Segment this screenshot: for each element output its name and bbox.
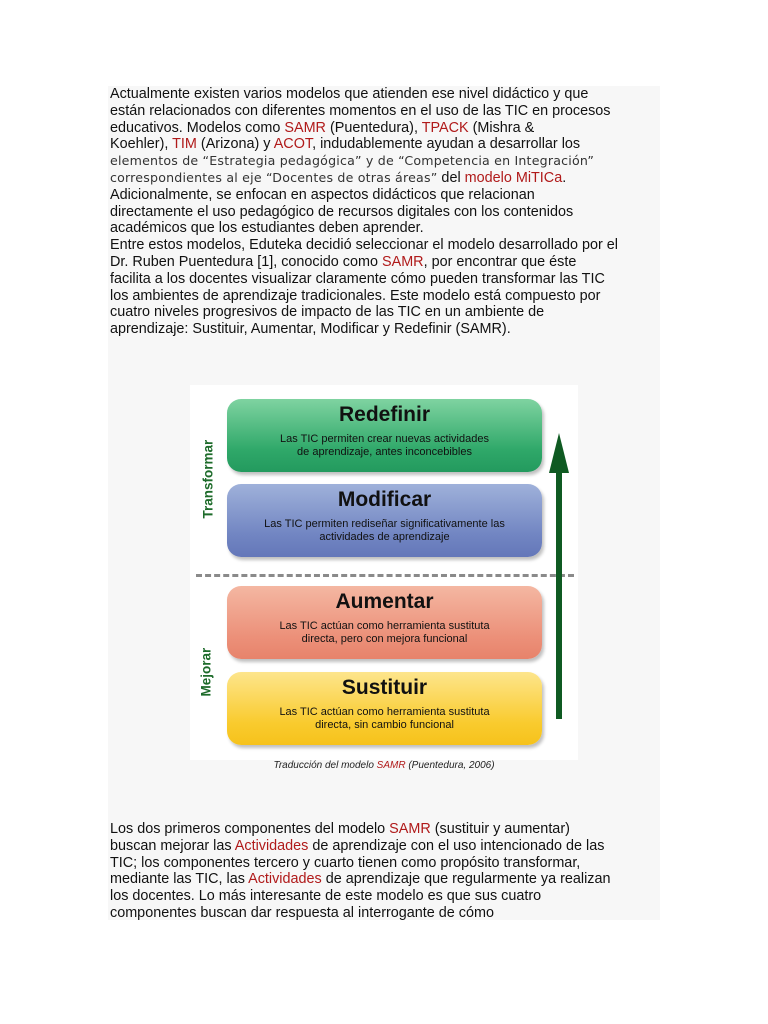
text-line: Entre estos modelos, Eduteka decidió seleccionar el modelo desarrollado por el: [110, 237, 618, 254]
samr-diagram: [190, 385, 578, 760]
samr-link[interactable]: SAMR: [284, 119, 326, 136]
box-description: Las TIC actúan como herramienta sustituta directa, pero con mejora funcional: [279, 620, 490, 645]
outro-paragraph: [110, 821, 662, 922]
dashed-divider: [196, 574, 574, 577]
text-line: académicos que los estudiantes deben aprender.: [110, 220, 424, 237]
actividades-link[interactable]: Actividades: [248, 871, 322, 888]
text-line: correspondientes al eje “Docentes de otras áreas” del modelo MiTICa.: [110, 169, 567, 186]
text-line: Adicionalmente, se enfocan en aspectos didácticos que relacionan: [110, 186, 535, 203]
text-line: buscan mejorar las Actividades de aprendizaje con el uso intencionado de las: [110, 837, 605, 854]
figure-caption: Traducción del modelo SAMR (Puentedura, 2006): [273, 760, 495, 771]
tim-link[interactable]: TIM: [172, 136, 197, 153]
text-line: componentes buscan dar respuesta al interrogante de cómo: [110, 904, 494, 921]
samr-link[interactable]: SAMR: [376, 760, 406, 771]
modificar-box: [227, 484, 542, 557]
up-arrow-icon: [547, 433, 571, 719]
text-line: aprendizaje: Sustituir, Aumentar, Modificar y Redefinir (SAMR).: [110, 321, 511, 338]
acot-link[interactable]: ACOT: [273, 136, 313, 153]
actividades-link[interactable]: Actividades: [234, 837, 309, 854]
text-line: TIC; los componentes tercero y cuarto tienen como propósito transformar,: [110, 854, 581, 871]
box-title: Modificar: [337, 488, 432, 511]
text-line: Actualmente existen varios modelos que atienden ese nivel didáctico y que: [110, 86, 589, 102]
text-line: cuatro niveles progresivos de impacto de las TIC en un ambiente de: [110, 304, 545, 321]
text-line: elementos de “Estrategia pedagógica” y de “Competencia en Integración”: [110, 153, 595, 169]
text-line: los docentes. Lo más interesante de este modelo es que sus cuatro: [110, 888, 542, 905]
box-description: Las TIC permiten rediseñar significativamente las actividades de aprendizaje: [264, 518, 505, 543]
sustituir-box: [227, 672, 542, 745]
text-line: Koehler), TIM (Arizona) y ACOT, indudablemente ayudan a desarrollar los: [110, 136, 581, 153]
text-line: Dr. Ruben Puentedura [1], conocido como SAMR, por encontrar que éste: [110, 253, 577, 270]
mitica-link[interactable]: modelo MiTICa: [464, 169, 563, 186]
text-line: directamente el uso pedagógico de recursos digitales con los contenidos: [110, 203, 574, 220]
aumentar-box: [227, 586, 542, 659]
box-title: Redefinir: [338, 403, 430, 426]
text-line: los ambientes de aprendizaje tradicionales. Este modelo está compuesto por: [110, 287, 601, 304]
box-description: Las TIC actúan como herramienta sustituta directa, sin cambio funcional: [279, 706, 490, 731]
mejorar-label: Mejorar: [198, 647, 214, 697]
text-line: mediante las TIC, las Actividades de aprendizaje que regularmente ya realizan: [110, 871, 611, 888]
samr-link[interactable]: SAMR: [389, 821, 431, 837]
box-title: Sustituir: [341, 676, 428, 699]
text-line: facilita a los docentes visualizar claramente cómo pueden transformar las TIC: [110, 270, 605, 287]
tpack-link[interactable]: TPACK: [421, 119, 469, 136]
intro-paragraph: [110, 86, 662, 338]
box-description: Las TIC permiten crear nuevas actividades de aprendizaje, antes inconcebibles: [280, 433, 489, 458]
text-line: están relacionados con diferentes momentos en el uso de las TIC en procesos: [110, 102, 611, 119]
box-title: Aumentar: [335, 590, 434, 613]
transformar-label: Transformar: [200, 439, 216, 519]
redefinir-box: [227, 399, 542, 472]
text-line: Los dos primeros componentes del modelo SAMR (sustituir y aumentar): [110, 821, 570, 837]
text-line: educativos. Modelos como SAMR (Puentedura), TPACK (Mishra &: [110, 119, 535, 136]
samr-link[interactable]: SAMR: [382, 253, 424, 270]
